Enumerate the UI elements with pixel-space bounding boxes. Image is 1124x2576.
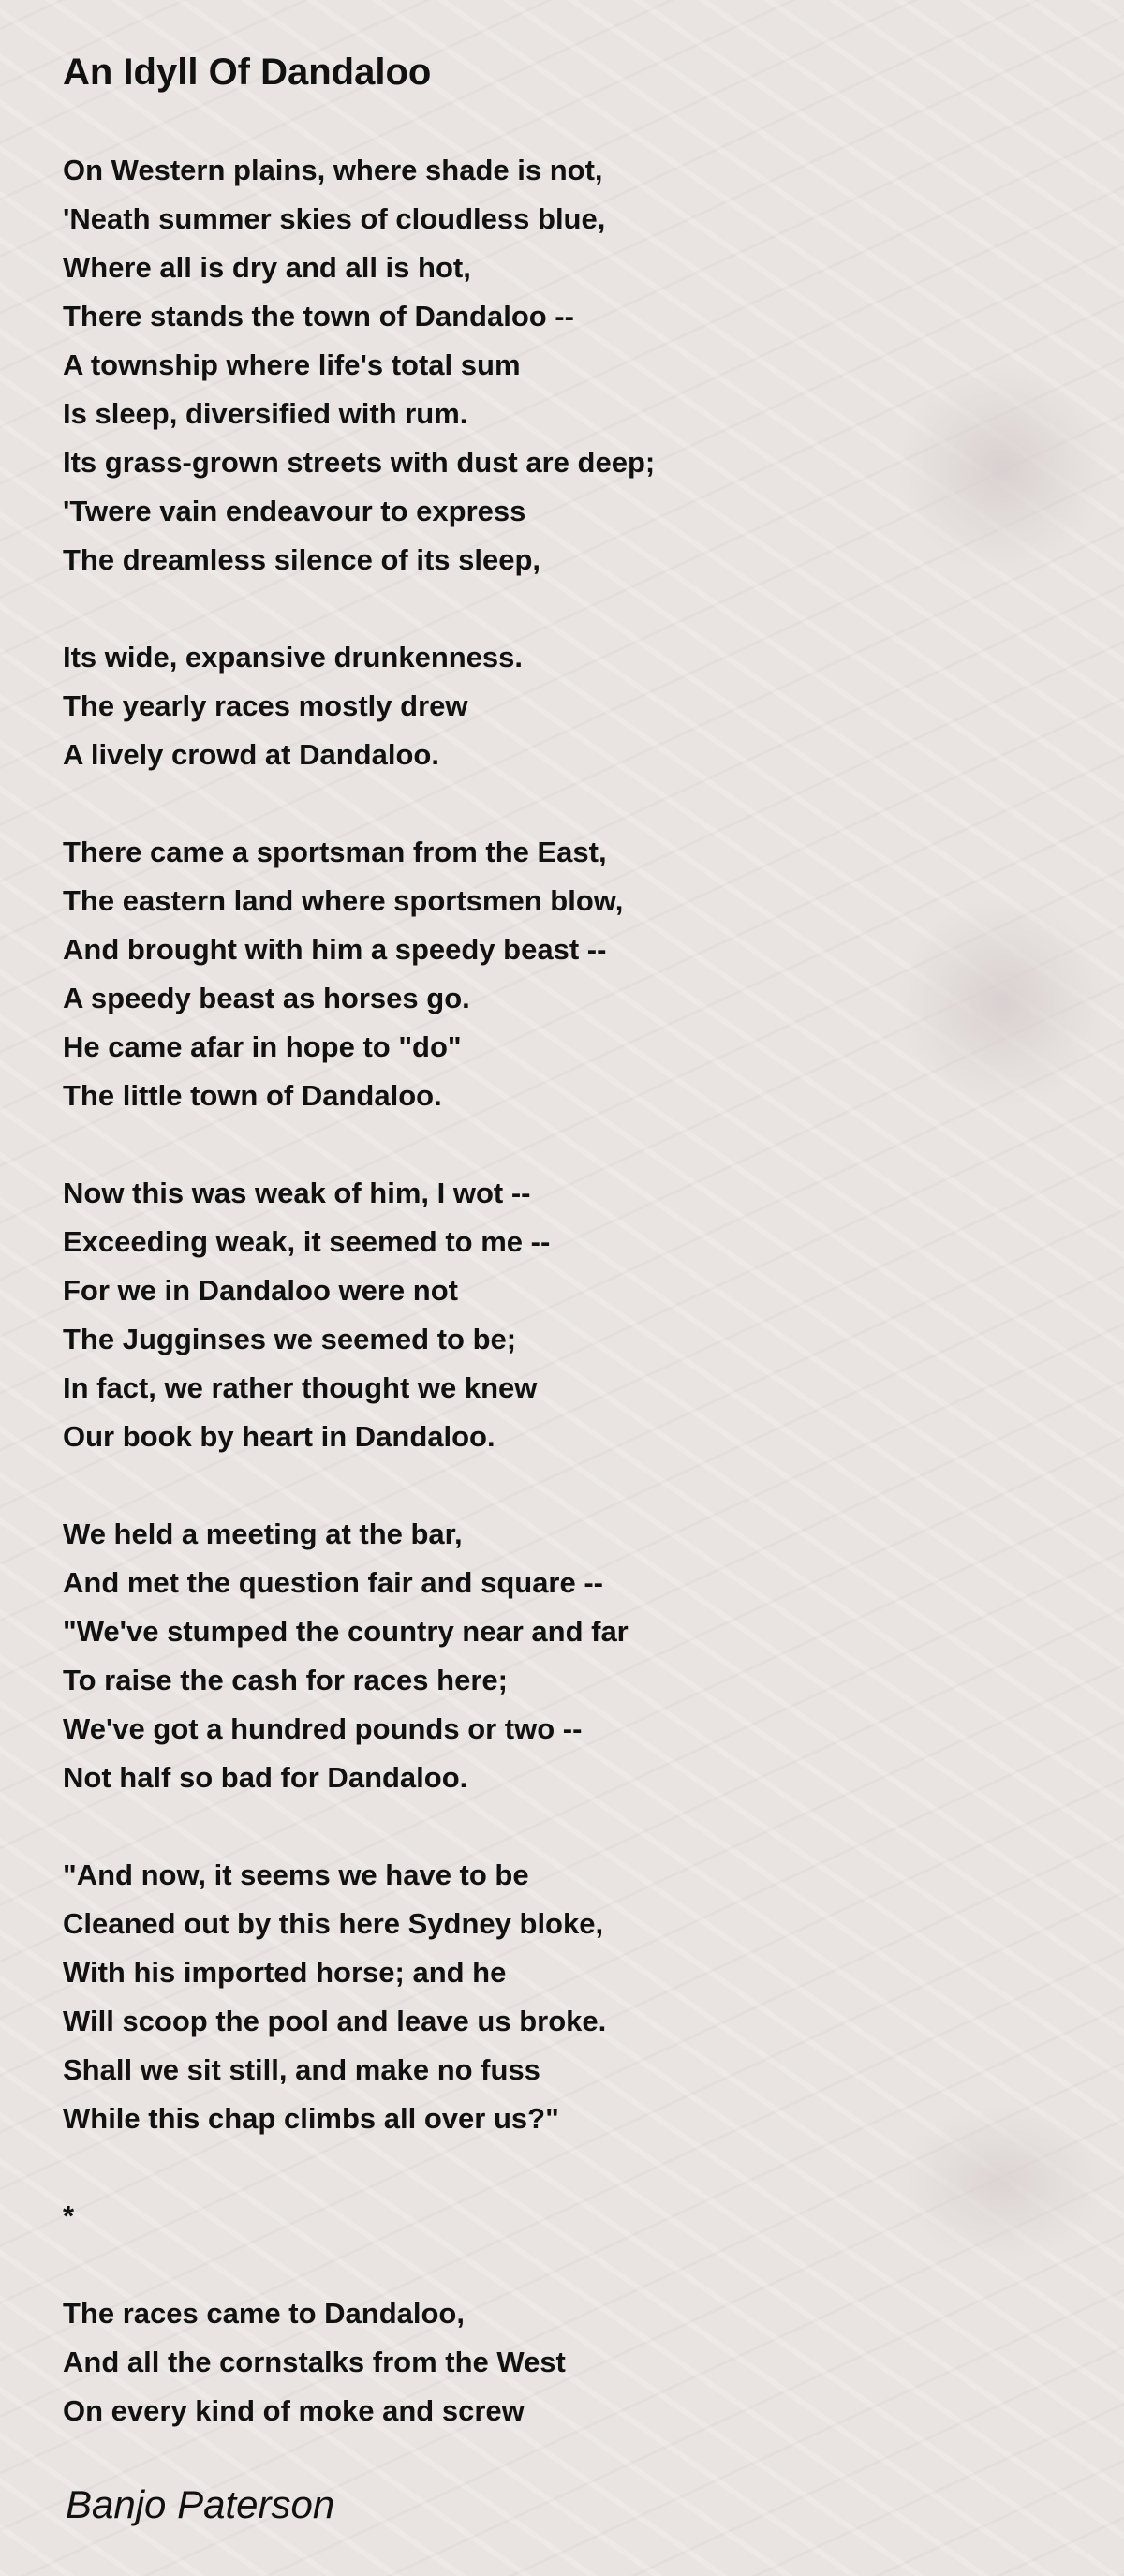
poem-stanza: [63, 633, 1056, 779]
poem-body: [63, 146, 1056, 2435]
poem-line: The little town of Dandaloo.: [63, 1079, 442, 1112]
poem-stanza: [63, 1169, 1056, 1461]
poem-line: To raise the cash for races here;: [63, 1664, 508, 1696]
poem-line: 'Neath summer skies of cloudless blue,: [63, 202, 606, 235]
poem-line: Cleaned out by this here Sydney bloke,: [63, 1907, 604, 1940]
poem-line: The races came to Dandaloo,: [63, 2297, 465, 2330]
poem-line: He came afar in hope to "do": [63, 1030, 462, 1063]
poem-line: There came a sportsman from the East,: [63, 836, 607, 868]
poem-line: Now this was weak of him, I wot --: [63, 1177, 531, 1209]
poem-line: In fact, we rather thought we knew: [63, 1371, 538, 1404]
poem-stanza: [63, 828, 1056, 1120]
poem-stanza: [63, 146, 1056, 585]
poem-line: And brought with him a speedy beast --: [63, 933, 607, 966]
poem-line: A township where life's total sum: [63, 348, 521, 381]
poem-line: 'Twere vain endeavour to express: [63, 495, 526, 527]
poem-line: The eastern land where sportsmen blow,: [63, 884, 624, 917]
poem-line: Exceeding weak, it seemed to me --: [63, 1225, 551, 1258]
poem-author: Banjo Paterson: [66, 2482, 335, 2526]
poem-line: The dreamless silence of its sleep,: [63, 543, 541, 576]
poem-line: And all the cornstalks from the West: [63, 2346, 566, 2378]
poem-line: We held a meeting at the bar,: [63, 1517, 463, 1550]
poem-line: Not half so bad for Dandaloo.: [63, 1761, 468, 1794]
poem-line: Shall we sit still, and make no fuss: [63, 2053, 540, 2086]
poem-line: Where all is dry and all is hot,: [63, 251, 471, 284]
poem-line: The Jugginses we seemed to be;: [63, 1323, 517, 1355]
poem-line: Our book by heart in Dandaloo.: [63, 1420, 495, 1453]
poem-line: Is sleep, diversified with rum.: [63, 397, 468, 430]
poem-stanza: [63, 1851, 1056, 2143]
poem-line: A lively crowd at Dandaloo.: [63, 738, 439, 771]
poem-container: [63, 47, 1056, 2435]
poem-line: For we in Dandaloo were not: [63, 1274, 458, 1307]
poem-line: There stands the town of Dandaloo --: [63, 300, 574, 333]
poem-line: Its wide, expansive drunkenness.: [63, 641, 524, 674]
poem-stanza: [63, 2192, 1056, 2241]
poem-stanza: [63, 2289, 1056, 2435]
poem-line: On Western plains, where shade is not,: [63, 154, 603, 186]
poem-title: An Idyll Of Dandaloo: [63, 52, 432, 93]
poem-line: Will scoop the pool and leave us broke.: [63, 2005, 607, 2037]
poem-line: *: [63, 2199, 75, 2232]
poem-line: On every kind of moke and screw: [63, 2394, 525, 2427]
poem-line: "And now, it seems we have to be: [63, 1858, 529, 1891]
poem-line: A speedy beast as horses go.: [63, 982, 470, 1014]
poem-line: The yearly races mostly drew: [63, 689, 468, 722]
poem-line: Its grass-grown streets with dust are deep;: [63, 446, 656, 479]
poem-line: "We've stumped the country near and far: [63, 1615, 629, 1648]
poem-stanza: [63, 1510, 1056, 1802]
poem-line: With his imported horse; and he: [63, 1956, 507, 1989]
poem-line: And met the question fair and square --: [63, 1566, 603, 1599]
poem-line: While this chap climbs all over us?": [63, 2102, 559, 2135]
poem-line: We've got a hundred pounds or two --: [63, 1712, 583, 1745]
